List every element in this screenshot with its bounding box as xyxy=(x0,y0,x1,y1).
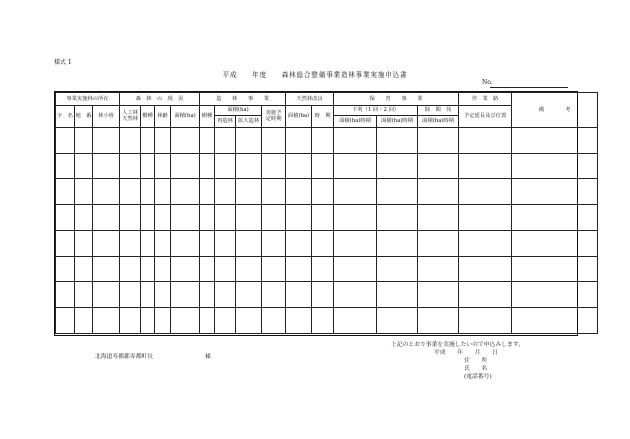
thinning-header: 除 間 伐 xyxy=(418,105,459,116)
document-number-label: No. xyxy=(482,79,493,86)
planned-length-header: 予定延長及び位置 xyxy=(459,105,512,127)
phone-label[interactable]: (電話番号) xyxy=(464,374,492,380)
natural-forest-group-header: 天然林改良 xyxy=(286,93,334,106)
table-row xyxy=(56,205,598,231)
form-title: 平成 年度 森林総合整備事業造林事業実施申込書 xyxy=(222,71,408,79)
weeding-area-timing-2-header: 面積(ha)時期 xyxy=(377,116,418,128)
tending-group-header: 保 育 事 業 xyxy=(334,93,459,106)
chiban-header: 地 番 xyxy=(75,105,93,127)
table-row xyxy=(56,282,598,308)
species-header: 樹種 xyxy=(141,105,155,127)
header-row-1 xyxy=(56,93,598,106)
work-road-group-header: 作 業 路 xyxy=(459,93,512,106)
natural-timing-header: 時 期 xyxy=(312,105,334,127)
replanting-header: 再造林 xyxy=(215,116,236,128)
application-statement: 上記のとおり事業を実施したいので申込みします。 xyxy=(391,342,524,348)
site-group-header: 事業実施林の所在 xyxy=(56,93,120,106)
area-header: 面積(ha) xyxy=(171,105,200,127)
thinning-area-timing-header: 面積(ha)時期 xyxy=(418,116,459,128)
honorific: 様 xyxy=(205,354,211,360)
address-label[interactable]: 住 所 xyxy=(464,358,488,364)
forest-type-header: 人工林 天然林 xyxy=(120,105,141,127)
weeding-header: 下刈（1 回・2 回） xyxy=(334,105,418,116)
table-row xyxy=(56,153,598,179)
document-number-field[interactable] xyxy=(490,87,568,88)
planned-timing-header: 実施予 定時期 xyxy=(262,105,286,127)
remarks-header: 備 考 xyxy=(512,93,598,128)
table-row xyxy=(56,308,598,334)
forest-status-group-header: 森 林 の 現 況 xyxy=(120,93,200,106)
table-row xyxy=(56,127,598,153)
application-date[interactable]: 平成 年 月 日 xyxy=(434,350,498,356)
form-number: 様式 1 xyxy=(54,59,72,66)
age-header: 林齢 xyxy=(155,105,171,127)
planting-area-header: 面積(ha) xyxy=(215,105,262,116)
aza-header: 字 名 xyxy=(56,105,75,127)
planting-group-header: 造 林 事 業 xyxy=(200,93,286,106)
table-row xyxy=(56,256,598,282)
table-row xyxy=(56,230,598,256)
addressee: 北海道寿都郡寿都町長 xyxy=(95,354,153,360)
name-label[interactable]: 氏 名 xyxy=(464,366,488,372)
application-table xyxy=(55,92,598,334)
table-row xyxy=(56,179,598,205)
expansion-planting-header: 拡大造林 xyxy=(236,116,262,128)
planting-species-header: 樹種 xyxy=(200,105,215,127)
rinshouhan-header: 林小班 xyxy=(93,105,120,127)
natural-area-header: 面積(ha) xyxy=(286,105,312,127)
weeding-area-timing-1-header: 面積(ha)時期 xyxy=(334,116,377,128)
